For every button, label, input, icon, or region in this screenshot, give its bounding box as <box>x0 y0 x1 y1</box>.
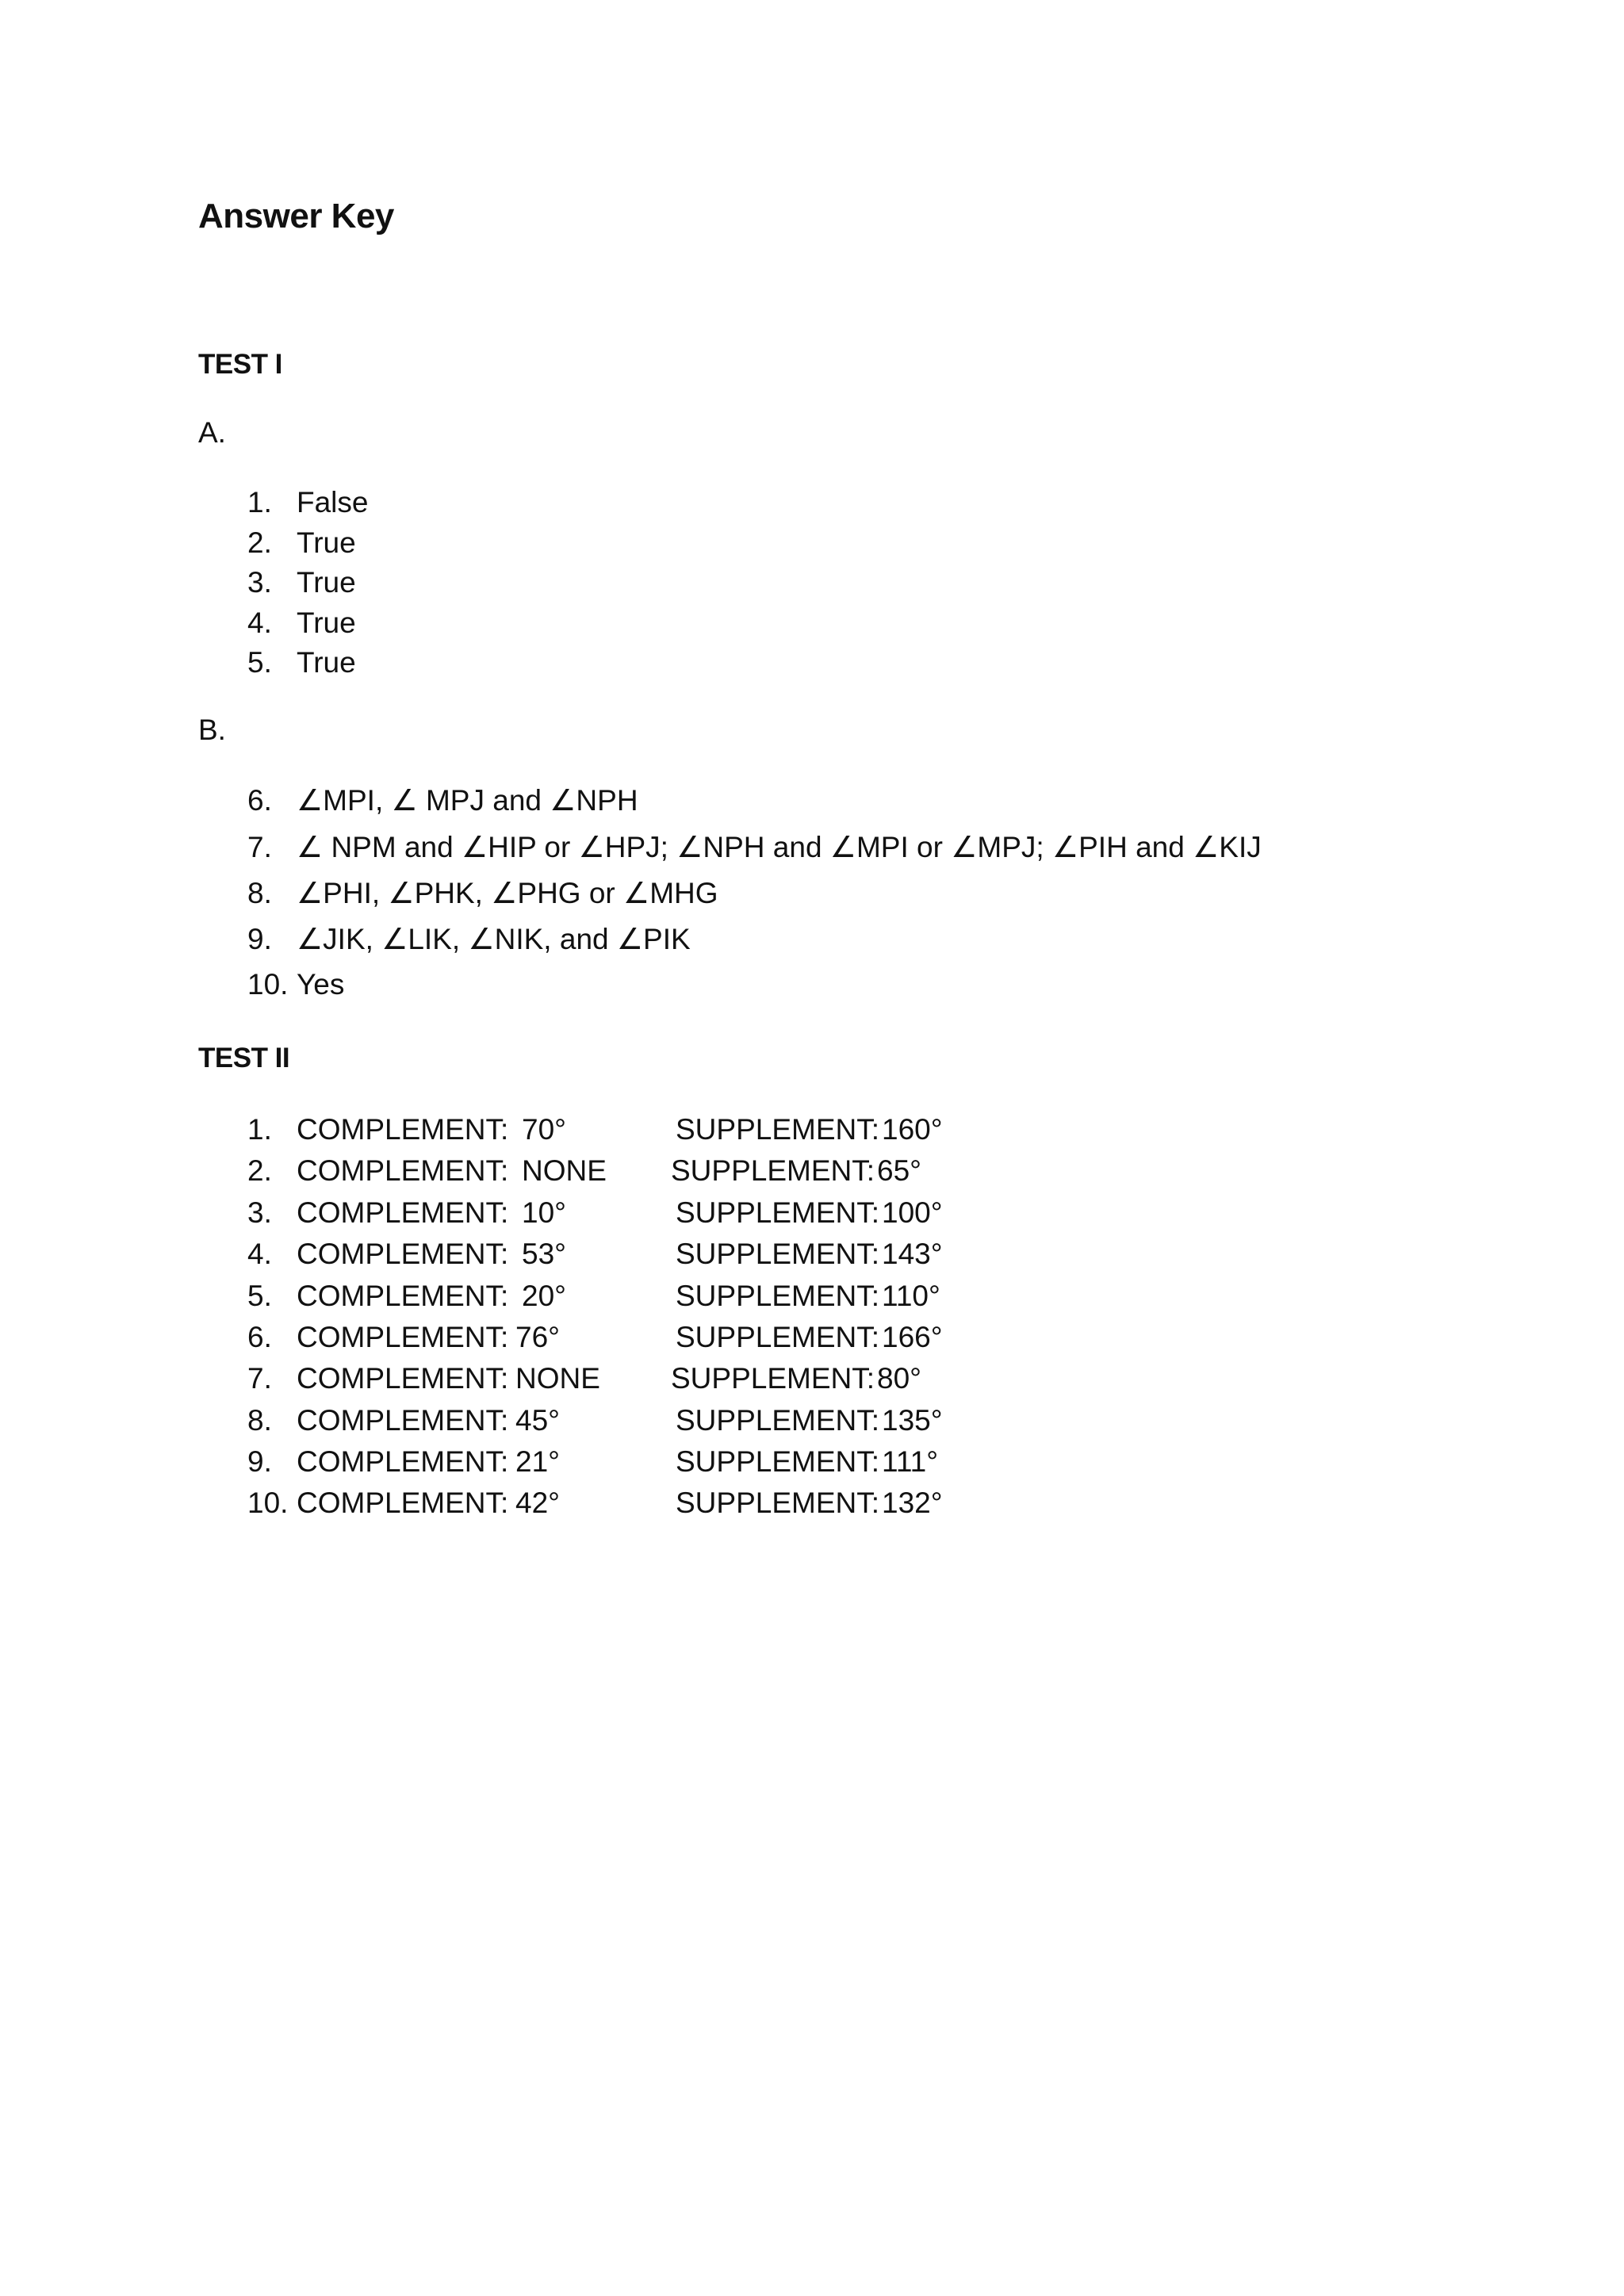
complement-value: 20° <box>522 1280 566 1312</box>
complement-label: COMPLEMENT: <box>297 1113 509 1146</box>
supplement-value: 111° <box>882 1445 939 1478</box>
supplement-label: SUPPLEMENT: <box>676 1321 880 1353</box>
item-number: 5. <box>247 646 272 679</box>
complement-value: NONE <box>522 1154 607 1187</box>
item-number: 1. <box>247 486 272 519</box>
complement-value: 76° <box>515 1321 560 1353</box>
complement-label: COMPLEMENT: <box>297 1487 509 1519</box>
item-number: 9. <box>247 923 272 955</box>
item-number: 6. <box>247 1321 272 1353</box>
item-number: 3. <box>247 566 272 599</box>
item-number: 10. <box>247 1487 289 1519</box>
complement-label: COMPLEMENT: <box>297 1196 509 1229</box>
test-2-heading: TEST II <box>198 1043 290 1073</box>
page-title: Answer Key <box>198 197 394 235</box>
supplement-value: 65° <box>877 1154 921 1187</box>
complement-value: 45° <box>515 1404 560 1437</box>
supplement-value: 135° <box>882 1404 943 1437</box>
complement-label: COMPLEMENT: <box>297 1445 509 1478</box>
supplement-value: 143° <box>882 1238 943 1270</box>
item-number: 9. <box>247 1445 272 1478</box>
item-answer: ∠MPI, ∠ MPJ and ∠NPH <box>297 784 638 817</box>
item-number: 8. <box>247 877 272 909</box>
complement-value: NONE <box>515 1362 600 1395</box>
test-1-heading: TEST I <box>198 349 282 380</box>
item-answer: ∠JIK, ∠LIK, ∠NIK, and ∠PIK <box>297 923 691 955</box>
complement-value: 10° <box>522 1196 566 1229</box>
item-answer: Yes <box>297 968 345 1001</box>
item-number: 2. <box>247 1154 272 1187</box>
item-answer: True <box>297 526 356 559</box>
complement-value: 70° <box>522 1113 566 1146</box>
item-answer: True <box>297 607 356 639</box>
item-number: 7. <box>247 831 272 863</box>
supplement-label: SUPPLEMENT: <box>676 1196 880 1229</box>
item-number: 2. <box>247 526 272 559</box>
item-number: 3. <box>247 1196 272 1229</box>
item-number: 6. <box>247 784 272 817</box>
supplement-value: 160° <box>882 1113 943 1146</box>
item-answer: ∠PHI, ∠PHK, ∠PHG or ∠MHG <box>297 877 718 909</box>
item-answer: False <box>297 486 369 519</box>
supplement-label: SUPPLEMENT: <box>671 1154 875 1187</box>
item-answer: ∠ NPM and ∠HIP or ∠HPJ; ∠NPH and ∠MPI or ∠MPJ; ∠PIH and ∠KIJ <box>297 831 1262 863</box>
supplement-value: 166° <box>882 1321 943 1353</box>
item-answer: True <box>297 566 356 599</box>
item-number: 7. <box>247 1362 272 1395</box>
item-number: 8. <box>247 1404 272 1437</box>
item-number: 5. <box>247 1280 272 1312</box>
supplement-label: SUPPLEMENT: <box>676 1445 880 1478</box>
supplement-label: SUPPLEMENT: <box>676 1404 880 1437</box>
section-b-label: B. <box>198 714 226 746</box>
section-a-label: A. <box>198 416 226 449</box>
supplement-value: 80° <box>877 1362 921 1395</box>
item-number: 4. <box>247 1238 272 1270</box>
complement-label: COMPLEMENT: <box>297 1154 509 1187</box>
item-number: 1. <box>247 1113 272 1146</box>
complement-label: COMPLEMENT: <box>297 1280 509 1312</box>
complement-label: COMPLEMENT: <box>297 1238 509 1270</box>
supplement-label: SUPPLEMENT: <box>676 1113 880 1146</box>
supplement-label: SUPPLEMENT: <box>676 1487 880 1519</box>
supplement-label: SUPPLEMENT: <box>671 1362 875 1395</box>
complement-value: 21° <box>515 1445 560 1478</box>
complement-label: COMPLEMENT: <box>297 1362 509 1395</box>
item-number: 4. <box>247 607 272 639</box>
item-number: 10. <box>247 968 289 1001</box>
supplement-value: 110° <box>882 1280 940 1312</box>
supplement-value: 132° <box>882 1487 943 1519</box>
complement-label: COMPLEMENT: <box>297 1404 509 1437</box>
supplement-label: SUPPLEMENT: <box>676 1280 880 1312</box>
complement-value: 53° <box>522 1238 566 1270</box>
complement-label: COMPLEMENT: <box>297 1321 509 1353</box>
complement-value: 42° <box>515 1487 560 1519</box>
supplement-label: SUPPLEMENT: <box>676 1238 880 1270</box>
item-answer: True <box>297 646 356 679</box>
supplement-value: 100° <box>882 1196 943 1229</box>
